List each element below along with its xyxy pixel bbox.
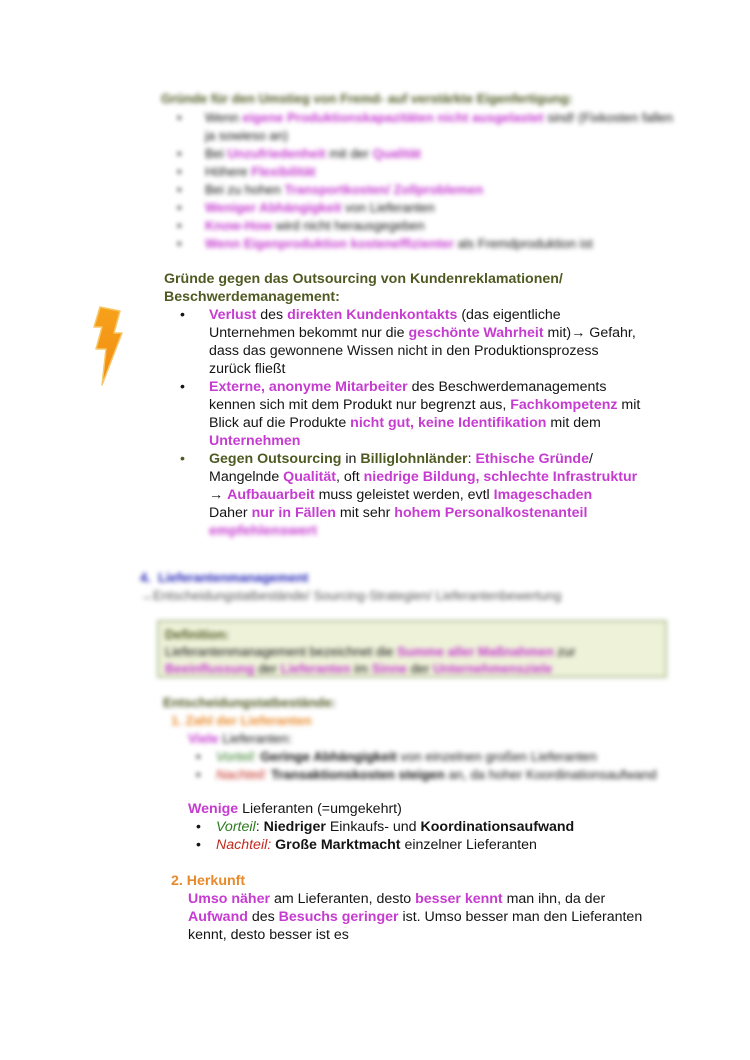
section-subtitle: →Entscheidungstatbestände/ Sourcing-Strategien/ Lieferantenbewertung	[140, 588, 562, 603]
list-item: • Know-How wird nicht herausgegeben	[161, 217, 681, 235]
list-item: • Weniger Abhängigkeit von Lieferanten	[161, 199, 681, 217]
list-item: • Wenn Eigenproduktion kosteneffizienter als Fremdproduktion ist	[161, 235, 681, 253]
wenige-lieferanten	[188, 800, 668, 854]
definition-box	[157, 620, 667, 678]
list-item: • Vorteil: Geringe Abhängigkeit von einzelnen großen Lieferanten	[188, 748, 663, 766]
list-item: • Vorteil: Niedriger Einkaufs- und Koordinationsaufwand	[188, 818, 668, 836]
wenige-line: Wenige Lieferanten (=umgekehrt)	[188, 801, 402, 817]
list-item: • Verlust des direkten Kundenkontakts (das eigentliche Unternehmen bekommt nur die geschönte Wahrheit mit)→ Gefahr, dass das gewonnene Wissen nicht in den Produktionsprozess zurück fließt	[164, 306, 644, 378]
point-title: 1. Zahl der Lieferanten	[171, 713, 312, 728]
section-heading: Gründe gegen das Outsourcing von Kundenreklamationen/	[164, 271, 563, 287]
list-item: • Externe, anonyme Mitarbeiter des Beschwerdemanagements kennen sich mit dem Produkt nur begrenzt aus, Fachkompetenz mit Blick auf die Produkte nicht gut, keine Identifikation mit dem Unternehmen	[164, 378, 644, 450]
list-item: • Gegen Outsourcing in Billiglohnländer: Ethische Gründe/ Mangelnde Qualität, oft niedrige Bildung, schlechte Infrastruktur → Aufbauarbeit muss geleistet werden, evtl Imageschaden Daher nur in Fällen mit sehr hohem Personalkostenanteil empfehlenswert	[164, 450, 644, 540]
herkunft-text: Umso näher am Lieferanten, desto besser kennt man ihn, da der Aufwand des Besuchs geringer ist. Umso besser man den Lieferanten kennt, desto besser ist es	[188, 891, 643, 943]
tatbestaende-heading: Entscheidungstatbestände:	[163, 695, 336, 710]
section-heading: Beschwerdemanagement:	[164, 289, 340, 305]
tatbestaende-blurred	[163, 694, 663, 784]
section-eigenfertigung	[161, 90, 681, 253]
section-heading: Gründe für den Umstieg von Fremd- auf verstärkte Eigenfertigung:	[161, 91, 573, 106]
herkunft	[171, 872, 651, 944]
section-number: 4.	[140, 570, 151, 585]
definition-label: Definition:	[165, 627, 230, 642]
lightning-icon	[92, 305, 124, 387]
section-lieferantenmanagement-heading	[140, 569, 660, 605]
viele-line: Viele Lieferanten:	[188, 731, 292, 746]
definition-text: Lieferantenmanagement bezeichnet die Summe aller Maßnahmen zur Beeinflussung der Lieferanten im Sinne der Unternehmensziele	[165, 644, 576, 676]
list-item: • Bei Unzufriedenheit mit der Qualität	[161, 145, 681, 163]
list-item: • Höhere Flexibilität	[161, 163, 681, 181]
section-title: Lieferantenmanagement	[158, 570, 309, 585]
list-item: • Nachteil: Transaktionskosten steigen an, da hoher Koordinationsaufwand	[188, 766, 663, 784]
section-outsourcing	[164, 270, 644, 540]
list-item: • Nachteil: Große Marktmacht einzelner Lieferanten	[188, 836, 668, 854]
list-item: • Bei zu hohen Transportkosten/ Zollproblemen	[161, 181, 681, 199]
list-item: • Wenn eigene Produktionskapazitäten nicht ausgelastet sind! (Fixkosten fallen ja sowieso an)	[161, 109, 681, 145]
point-title: 2. Herkunft	[171, 873, 246, 889]
